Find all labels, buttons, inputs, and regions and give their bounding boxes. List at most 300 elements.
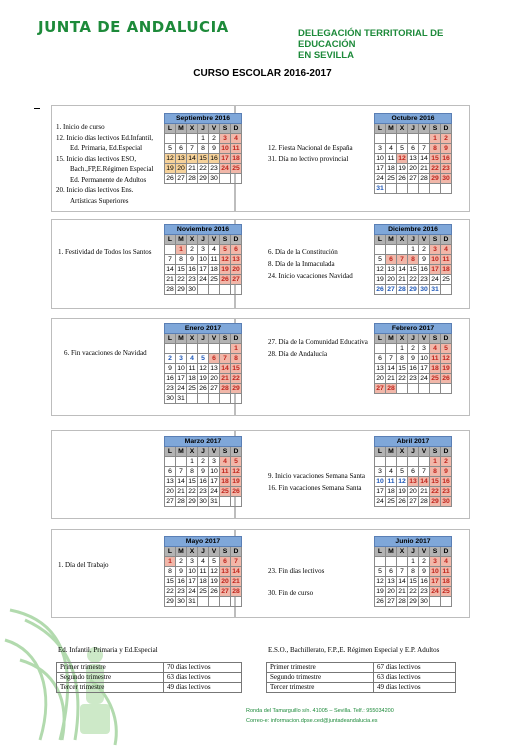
calendar-day: 28	[232, 587, 240, 595]
calendar-day: 31	[177, 394, 185, 402]
calendar-empty-cell	[408, 457, 419, 467]
calendar-day: 8	[430, 467, 441, 477]
calendar-day: 9	[408, 354, 419, 364]
calendar-day: 19	[398, 487, 406, 495]
calendar-april	[374, 436, 452, 507]
calendar-empty-cell	[397, 245, 408, 255]
calendar-day: 30	[420, 597, 428, 605]
calendar-day: 29	[199, 174, 207, 182]
month-title: Marzo 2017	[165, 437, 242, 447]
calendar-empty-cell	[165, 134, 176, 144]
calendar-day: 25	[442, 275, 450, 283]
calendar-day: 22	[409, 587, 417, 595]
calendar-day: 15	[199, 154, 207, 162]
calendar-day: 16	[442, 477, 450, 485]
calendar-day: 7	[397, 567, 408, 577]
calendar-day: 25	[221, 487, 229, 495]
summary-row	[57, 673, 242, 683]
weekday-header: D	[231, 235, 242, 245]
calendar-day: 28	[398, 597, 406, 605]
summary-left-title: Ed. Infantil, Primaria y Ed.Especial	[58, 646, 158, 654]
calendar-day: 26	[442, 374, 450, 382]
calendar-day: 27	[177, 174, 185, 182]
calendar-day: 8	[165, 567, 176, 577]
calendar-empty-cell	[419, 134, 430, 144]
calendar-day: 21	[398, 587, 406, 595]
calendar-empty-cell	[220, 394, 231, 404]
calendar-day: 17	[177, 374, 185, 382]
weekday-header: V	[419, 447, 430, 457]
calendar-day: 19	[199, 374, 207, 382]
calendar-day: 26	[221, 275, 229, 283]
calendar-day: 3	[430, 245, 441, 255]
calendar-day: 2	[419, 245, 430, 255]
note-line: 20. Inicio días lectivos Ens.	[56, 186, 134, 194]
calendar-day: 13	[409, 154, 417, 162]
calendar-day: 13	[387, 577, 395, 585]
calendar-day: 30	[199, 497, 207, 505]
calendar-day: 22	[188, 487, 196, 495]
calendar-day: 5	[165, 144, 176, 154]
calendar-day: 8	[231, 354, 242, 364]
calendar-day: 6	[408, 144, 419, 154]
calendar-day: 9	[419, 255, 430, 265]
calendar-day: 14	[188, 154, 196, 162]
calendar-day: 8	[397, 354, 408, 364]
note-line: 1. Día del Trabajo	[58, 561, 109, 569]
calendar-empty-cell	[198, 597, 209, 607]
calendar-day: 19	[376, 275, 384, 283]
calendar-day: 24	[199, 275, 207, 283]
calendar-day: 9	[198, 467, 209, 477]
weekday-header: J	[198, 124, 209, 134]
calendar-day: 12	[199, 364, 207, 372]
calendar-empty-cell	[209, 285, 220, 295]
calendar-day: 16	[166, 374, 174, 382]
note-line: Bach.,FP,E.Régimen Especial	[70, 165, 154, 173]
calendar-day: 22	[431, 487, 439, 495]
calendar-day: 20	[409, 487, 417, 495]
calendar-empty-cell	[220, 285, 231, 295]
weekday-header: V	[209, 235, 220, 245]
calendar-day: 3	[375, 467, 386, 477]
calendar-day: 23	[177, 587, 185, 595]
calendar-day: 4	[198, 557, 209, 567]
weekday-header: X	[397, 124, 408, 134]
calendar-day: 25	[210, 275, 218, 283]
weekday-header: M	[176, 124, 187, 134]
calendar-empty-cell	[375, 245, 386, 255]
calendar-day: 19	[376, 587, 384, 595]
calendar-day: 7	[220, 354, 231, 364]
calendar-day: 21	[420, 487, 428, 495]
calendar-day: 27	[166, 497, 174, 505]
calendar-day: 22	[232, 374, 240, 382]
weekday-header: V	[419, 334, 430, 344]
calendar-day: 26	[210, 587, 218, 595]
calendar-day: 14	[221, 364, 229, 372]
weekday-header: S	[430, 334, 441, 344]
notes-october	[268, 143, 353, 164]
calendar-day: 2	[408, 344, 419, 354]
calendar-day: 20	[210, 374, 218, 382]
calendar-day: 4	[220, 457, 231, 467]
calendar-day: 6	[386, 567, 397, 577]
calendar-day: 14	[420, 154, 428, 162]
calendar-day: 15	[409, 577, 417, 585]
calendar-day: 29	[431, 497, 439, 505]
calendar-day: 2	[419, 557, 430, 567]
footer-email: Correo-e: informacion.dpse.ced@juntadeandalucia.es	[246, 718, 378, 724]
calendar-day: 12	[210, 567, 218, 575]
weekday-header: D	[231, 447, 242, 457]
trimester-days: 67 días lectivos	[374, 663, 456, 673]
weekday-header: J	[408, 334, 419, 344]
calendar-day: 6	[231, 245, 242, 255]
delegacion-title	[298, 28, 498, 61]
weekday-header: V	[419, 124, 430, 134]
calendar-day: 23	[442, 164, 450, 172]
calendar-day: 27	[210, 384, 218, 392]
note-line: 27. Día de la Comunidad Educativa	[268, 338, 368, 346]
calendar-day: 13	[376, 364, 384, 372]
calendar-day: 15	[409, 265, 417, 273]
calendar-day: 29	[409, 597, 417, 605]
calendar-day: 12	[221, 255, 229, 263]
calendar-day: 26	[398, 497, 406, 505]
trimester-days: 70 días lectivos	[164, 663, 242, 673]
calendar-day: 9	[419, 567, 430, 577]
calendar-day: 23	[166, 384, 174, 392]
calendar-day: 30	[442, 497, 450, 505]
calendar-day: 31	[376, 184, 384, 192]
delegacion-line-1: DELEGACIÓN TERRITORIAL DE EDUCACIÓN	[298, 28, 444, 50]
calendar-empty-cell	[231, 174, 242, 184]
weekday-header: J	[408, 235, 419, 245]
calendar-day: 20	[232, 265, 240, 273]
calendar-day: 7	[419, 467, 430, 477]
calendar-day: 27	[409, 174, 417, 182]
calendar-day: 9	[441, 144, 452, 154]
calendar-day: 18	[188, 374, 196, 382]
note-line: 1. Inicio de curso	[56, 123, 105, 131]
calendar-day: 10	[188, 567, 196, 575]
weekday-header: X	[397, 235, 408, 245]
calendar-day: 3	[375, 144, 386, 154]
weekday-header: S	[430, 547, 441, 557]
calendar-empty-cell	[375, 457, 386, 467]
calendar-day: 11	[221, 467, 229, 475]
calendar-day: 19	[398, 164, 406, 172]
calendar-day: 20	[376, 374, 384, 382]
calendar-day: 30	[420, 285, 428, 293]
calendar-day: 12	[398, 154, 406, 162]
note-line: Artísticas Superiores	[70, 196, 129, 205]
calendar-march	[164, 436, 242, 507]
calendar-day: 1	[408, 245, 419, 255]
calendar-day: 2	[209, 134, 220, 144]
summary-row	[57, 683, 242, 693]
calendar-day: 27	[409, 497, 417, 505]
calendar-day: 25	[199, 587, 207, 595]
weekday-header: L	[165, 334, 176, 344]
calendar-day: 21	[221, 374, 229, 382]
month-title: Noviembre 2016	[165, 225, 242, 235]
calendar-day: 20	[387, 587, 395, 595]
calendar-day: 16	[409, 364, 417, 372]
weekday-header: D	[231, 547, 242, 557]
calendar-day: 29	[177, 285, 185, 293]
trimester-days: 49 días lectivos	[164, 683, 242, 693]
weekday-header: J	[198, 235, 209, 245]
calendar-day: 2	[441, 457, 452, 467]
calendar-day: 5	[209, 557, 220, 567]
calendar-day: 22	[177, 275, 185, 283]
calendar-empty-cell	[165, 245, 176, 255]
summary-row	[267, 673, 456, 683]
calendar-day: 13	[221, 567, 229, 575]
calendar-day: 4	[430, 344, 441, 354]
calendar-day: 10	[376, 154, 384, 162]
calendar-day: 14	[398, 577, 406, 585]
calendar-day: 17	[376, 487, 384, 495]
calendar-day: 8	[430, 144, 441, 154]
calendar-day: 30	[188, 285, 196, 293]
weekday-header: M	[386, 124, 397, 134]
note-line: 28. Día de Andalucía	[268, 350, 328, 358]
calendar-empty-cell	[187, 134, 198, 144]
calendar-day: 8	[176, 255, 187, 265]
calendar-day: 22	[166, 587, 174, 595]
calendar-day: 30	[442, 174, 450, 182]
trimester-label: Segundo trimestre	[267, 673, 374, 683]
calendar-day: 11	[387, 154, 395, 162]
calendar-empty-cell	[441, 384, 452, 394]
calendar-day: 7	[419, 144, 430, 154]
calendar-day: 6	[386, 255, 397, 265]
calendar-day: 7	[176, 467, 187, 477]
calendar-day: 11	[431, 354, 439, 362]
note-line: 24. Inicio vacaciones Navidad	[268, 272, 353, 280]
calendar-empty-cell	[386, 184, 397, 194]
calendar-day: 2	[198, 457, 209, 467]
calendar-empty-cell	[176, 344, 187, 354]
calendar-december	[374, 224, 452, 295]
calendar-day: 28	[166, 285, 174, 293]
weekday-header: S	[220, 447, 231, 457]
weekday-header: J	[198, 447, 209, 457]
calendar-day: 3	[209, 457, 220, 467]
calendar-day: 8	[408, 255, 419, 265]
calendar-empty-cell	[187, 344, 198, 354]
note-line: 12. Inicio días lectivos Ed.Infantil,	[56, 133, 154, 142]
margin-tick	[34, 108, 40, 109]
calendar-day: 25	[188, 384, 196, 392]
calendar-day: 20	[166, 487, 174, 495]
calendar-day: 22	[199, 164, 207, 172]
calendar-day: 23	[420, 587, 428, 595]
calendar-day: 31	[188, 597, 196, 605]
calendar-empty-cell	[198, 394, 209, 404]
calendar-day: 26	[376, 285, 384, 293]
weekday-header: J	[408, 447, 419, 457]
calendar-day: 18	[387, 164, 395, 172]
calendar-day: 1	[430, 134, 441, 144]
calendar-day: 26	[232, 487, 240, 495]
calendar-empty-cell	[441, 285, 452, 295]
calendar-day: 28	[387, 384, 395, 392]
calendar-empty-cell	[419, 457, 430, 467]
calendar-day: 10	[420, 354, 428, 362]
calendar-empty-cell	[430, 597, 441, 607]
calendar-day: 4	[231, 134, 242, 144]
notes-april	[268, 470, 374, 494]
calendar-day: 24	[420, 374, 428, 382]
calendar-day: 11	[387, 477, 395, 485]
calendar-day: 3	[419, 344, 430, 354]
weekday-header: V	[419, 547, 430, 557]
calendar-day: 29	[232, 384, 240, 392]
calendar-empty-cell	[231, 497, 242, 507]
calendar-day: 9	[176, 567, 187, 577]
calendar-day: 2	[441, 134, 452, 144]
calendar-june	[374, 536, 452, 607]
calendar-empty-cell	[408, 384, 419, 394]
calendar-empty-cell	[187, 394, 198, 404]
calendar-empty-cell	[375, 557, 386, 567]
calendar-day: 11	[199, 567, 207, 575]
calendar-day: 13	[409, 477, 417, 485]
calendar-day: 17	[420, 364, 428, 372]
calendar-day: 30	[177, 597, 185, 605]
calendar-empty-cell	[198, 285, 209, 295]
weekday-header: V	[209, 334, 220, 344]
note-line: 8. Día de la Inmaculada	[268, 260, 335, 268]
calendar-empty-cell	[386, 134, 397, 144]
calendar-empty-cell	[386, 557, 397, 567]
calendar-may	[164, 536, 242, 607]
calendar-day: 7	[187, 144, 198, 154]
calendar-day: 12	[232, 467, 240, 475]
calendar-day: 17	[431, 265, 439, 273]
calendar-day: 6	[209, 354, 220, 364]
footer-address: Ronda del Tamarguillo s/n. 41005 – Sevilla. Telf.: 955034200	[246, 708, 394, 714]
weekday-header: L	[165, 235, 176, 245]
calendar-empty-cell	[176, 134, 187, 144]
weekday-header: M	[176, 447, 187, 457]
calendar-day: 12	[376, 265, 384, 273]
note-line: 12. Fiesta Nacional de España	[268, 144, 353, 152]
calendar-day: 14	[177, 477, 185, 485]
calendar-day: 25	[387, 174, 395, 182]
calendar-day: 14	[387, 364, 395, 372]
calendar-day: 25	[442, 587, 450, 595]
note-line: 15. Inicio días lectivos ESO,	[56, 154, 137, 163]
calendar-day: 11	[188, 364, 196, 372]
calendar-day: 29	[409, 285, 417, 293]
calendar-day: 13	[210, 364, 218, 372]
calendar-day: 11	[442, 567, 450, 575]
calendar-day: 19	[210, 577, 218, 585]
calendar-day: 1	[430, 457, 441, 467]
calendar-day: 26	[199, 384, 207, 392]
calendar-empty-cell	[220, 174, 231, 184]
note-line: 30. Fin de curso	[268, 589, 314, 597]
calendar-empty-cell	[386, 344, 397, 354]
weekday-header: M	[386, 334, 397, 344]
calendar-day: 24	[177, 384, 185, 392]
weekday-header: X	[187, 334, 198, 344]
calendar-day: 13	[232, 255, 240, 263]
calendar-day: 6	[165, 467, 176, 477]
calendar-day: 18	[431, 364, 439, 372]
weekday-header: X	[397, 547, 408, 557]
month-title: Diciembre 2016	[375, 225, 452, 235]
calendar-day: 4	[187, 354, 198, 364]
calendar-empty-cell	[231, 394, 242, 404]
calendar-day: 20	[221, 577, 229, 585]
calendar-day: 27	[387, 285, 395, 293]
calendar-day: 5	[375, 567, 386, 577]
month-title: Abril 2017	[375, 437, 452, 447]
calendar-january	[164, 323, 242, 404]
month-title: Mayo 2017	[165, 537, 242, 547]
calendar-day: 21	[188, 164, 196, 172]
calendar-empty-cell	[386, 457, 397, 467]
calendar-day: 26	[166, 174, 174, 182]
weekday-header: M	[386, 235, 397, 245]
calendar-day: 7	[231, 557, 242, 567]
calendar-day: 14	[166, 265, 174, 273]
calendar-day: 11	[442, 255, 450, 263]
weekday-header: D	[231, 334, 242, 344]
calendar-day: 3	[198, 245, 209, 255]
calendar-day: 18	[442, 265, 450, 273]
calendar-day: 9	[187, 255, 198, 265]
calendar-empty-cell	[165, 457, 176, 467]
calendar-day: 19	[442, 364, 450, 372]
calendar-day: 26	[376, 597, 384, 605]
calendar-day: 3	[176, 354, 187, 364]
calendar-day: 15	[398, 364, 406, 372]
calendar-day: 8	[408, 567, 419, 577]
calendar-day: 28	[177, 497, 185, 505]
calendar-day: 15	[177, 265, 185, 273]
calendar-day: 23	[420, 275, 428, 283]
calendar-day: 24	[376, 174, 384, 182]
calendar-february	[374, 323, 452, 394]
weekday-header: M	[176, 235, 187, 245]
calendar-day: 15	[166, 577, 174, 585]
note-line: 9. Inicio vacaciones Semana Santa	[268, 472, 365, 480]
calendar-day: 5	[220, 245, 231, 255]
calendar-day: 21	[166, 275, 174, 283]
calendar-empty-cell	[209, 394, 220, 404]
calendar-day: 21	[177, 487, 185, 495]
calendar-day: 20	[387, 275, 395, 283]
weekday-header: S	[220, 235, 231, 245]
calendar-day: 23	[442, 487, 450, 495]
weekday-header: D	[441, 547, 452, 557]
weekday-header: D	[441, 334, 452, 344]
calendar-day: 10	[177, 364, 185, 372]
calendar-empty-cell	[408, 134, 419, 144]
calendar-day: 29	[188, 497, 196, 505]
calendar-day: 15	[188, 477, 196, 485]
weekday-header: X	[397, 447, 408, 457]
calendar-day: 5	[397, 467, 408, 477]
calendar-day: 17	[221, 154, 229, 162]
